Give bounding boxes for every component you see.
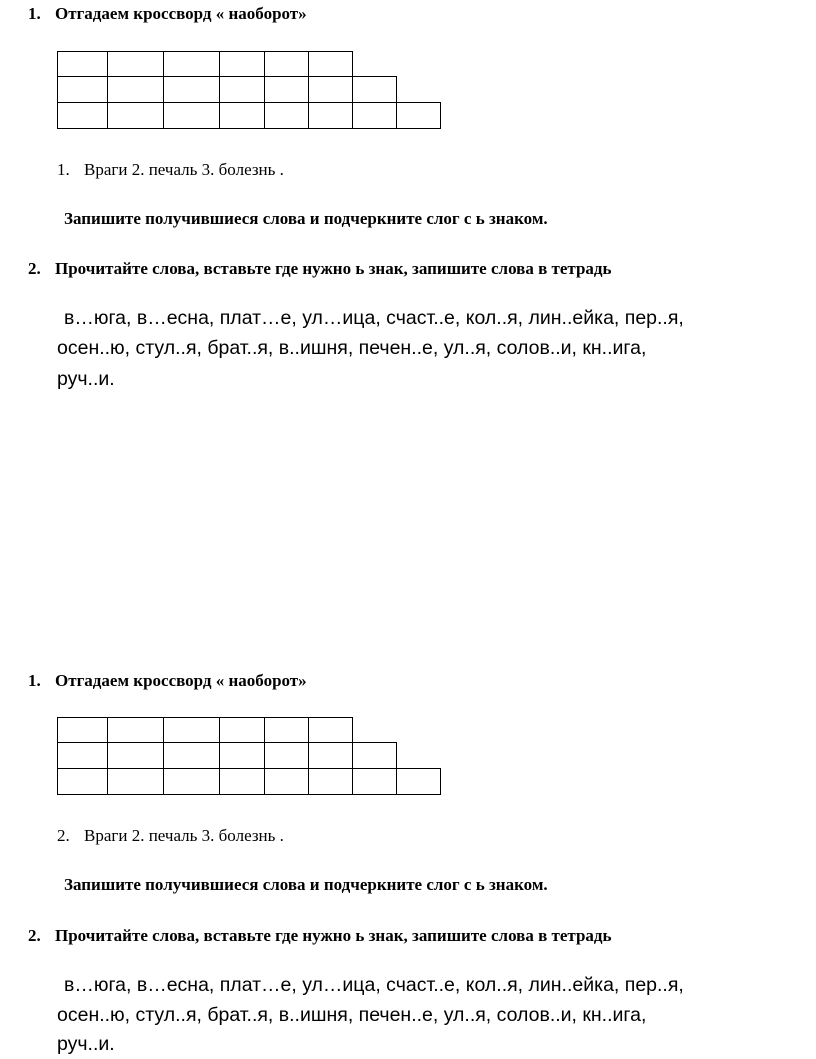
crossword-cell[interactable] (396, 102, 441, 129)
crossword-cell[interactable] (264, 51, 309, 77)
clues-line (57, 160, 284, 180)
crossword-cell[interactable] (163, 51, 220, 77)
crossword-cell[interactable] (264, 768, 309, 795)
crossword-cell[interactable] (264, 717, 309, 743)
crossword-cell[interactable] (163, 76, 220, 103)
task1-title: Отгадаем кроссворд « наоборот» (55, 4, 307, 23)
task1-heading (28, 671, 307, 691)
crossword-cell[interactable] (308, 768, 353, 795)
clues-line (57, 826, 284, 846)
crossword-cell[interactable] (107, 76, 164, 103)
task2-number: 2. (28, 926, 41, 945)
task1-number: 1. (28, 4, 41, 23)
crossword-cell[interactable] (308, 717, 353, 743)
crossword-cell[interactable] (107, 717, 164, 743)
crossword-cell[interactable] (264, 102, 309, 129)
crossword-cell[interactable] (57, 76, 108, 103)
crossword-cell[interactable] (163, 768, 220, 795)
crossword-cell[interactable] (107, 742, 164, 769)
crossword-cell[interactable] (219, 76, 265, 103)
instruction-text: Запишите получившиеся слова и подчеркните слог с ь знаком. (64, 209, 548, 228)
task2-title: Прочитайте слова, вставьте где нужно ь знак, запишите слова в тетрадь (55, 926, 612, 945)
crossword-cell[interactable] (57, 51, 108, 77)
crossword-cell[interactable] (308, 51, 353, 77)
crossword-cell[interactable] (57, 742, 108, 769)
crossword-cell[interactable] (163, 102, 220, 129)
crossword-cell[interactable] (264, 742, 309, 769)
crossword-cell[interactable] (352, 742, 397, 769)
word-list-line-2: осен..ю, стул..я, брат..я, в..ишня, печен..е, ул..я, солов..и, кн..ига, (57, 337, 647, 359)
crossword-cell[interactable] (219, 768, 265, 795)
crossword-cell[interactable] (308, 102, 353, 129)
clues-text: Враги 2. печаль 3. болезнь . (84, 160, 284, 179)
crossword-cell[interactable] (352, 102, 397, 129)
crossword-cell[interactable] (219, 102, 265, 129)
crossword-cell[interactable] (308, 742, 353, 769)
crossword-cell[interactable] (352, 768, 397, 795)
word-list-line-2: осен..ю, стул..я, брат..я, в..ишня, печен..е, ул..я, солов..и, кн..ига, (57, 1004, 647, 1026)
clues-number: 1. (57, 160, 70, 179)
word-list-line-1: в…юга, в…есна, плат…е, ул…ица, счаст..е, кол..я, лин..ейка, пер..я, (64, 974, 684, 996)
word-list-line-3: руч..и. (57, 368, 115, 390)
crossword-cell[interactable] (219, 742, 265, 769)
word-list-line-3: руч..и. (57, 1033, 115, 1055)
instruction-text: Запишите получившиеся слова и подчеркните слог с ь знаком. (64, 875, 548, 894)
crossword-cell[interactable] (219, 51, 265, 77)
task2-heading (28, 259, 612, 279)
task2-heading (28, 926, 612, 946)
task2-number: 2. (28, 259, 41, 278)
crossword-cell[interactable] (57, 717, 108, 743)
crossword-cell[interactable] (57, 102, 108, 129)
clues-number: 2. (57, 826, 70, 845)
crossword-cell[interactable] (219, 717, 265, 743)
crossword-cell[interactable] (264, 76, 309, 103)
crossword-cell[interactable] (352, 76, 397, 103)
task2-title: Прочитайте слова, вставьте где нужно ь знак, запишите слова в тетрадь (55, 259, 612, 278)
crossword-cell[interactable] (107, 51, 164, 77)
crossword-cell[interactable] (163, 717, 220, 743)
word-list-line-1: в…юга, в…есна, плат…е, ул…ица, счаст..е, кол..я, лин..ейка, пер..я, (64, 307, 684, 329)
task1-title: Отгадаем кроссворд « наоборот» (55, 671, 307, 690)
crossword-cell[interactable] (107, 768, 164, 795)
crossword-cell[interactable] (396, 768, 441, 795)
clues-text: Враги 2. печаль 3. болезнь . (84, 826, 284, 845)
crossword-cell[interactable] (107, 102, 164, 129)
task1-number: 1. (28, 671, 41, 690)
crossword-cell[interactable] (308, 76, 353, 103)
crossword-cell[interactable] (57, 768, 108, 795)
crossword-cell[interactable] (163, 742, 220, 769)
task1-heading (28, 4, 307, 24)
